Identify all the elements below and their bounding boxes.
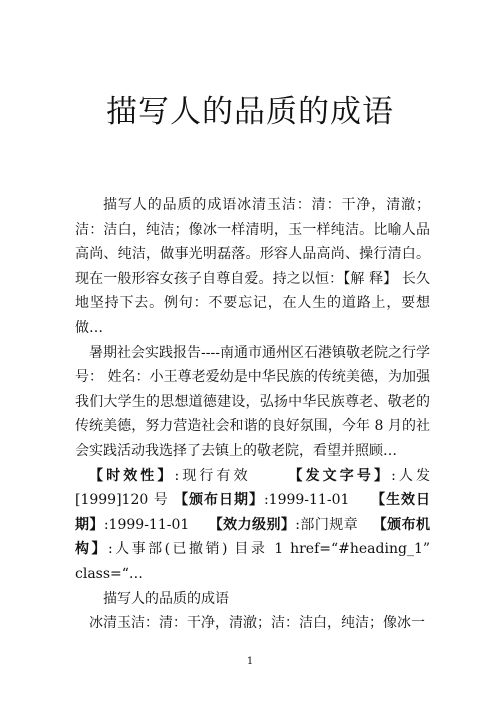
document-body — [75, 193, 430, 636]
validity-label: 【时效性】 — [89, 467, 175, 484]
page-title: 描写人的品质的成语 — [106, 94, 394, 130]
doc-number-value: :人发[1999]120 号 — [75, 467, 431, 509]
effective-date-value: :1999-11-01 — [103, 516, 190, 533]
issuer-label: 【颁布机构】 — [75, 516, 431, 558]
paragraph-idioms: 描写人的品质的成语冰清玉洁：清：干净，清澈；洁：洁白，纯洁；像冰一样清明，玉一样纯洁。比喻人品高尚、纯洁，做事光明磊落。形容人品高尚、操行清白。 现在一般形容女孩子自尊自爱。持之以恒：【解 释】 长久地坚持下去。例句：不要忘记，在人生的道路上，要想做… — [75, 197, 430, 336]
issue-date-label: 【颁布日期】 — [174, 492, 264, 509]
page-number: 1 — [246, 656, 254, 667]
regulation-metadata — [75, 464, 430, 587]
doc-number-label: 【发文字号】 — [288, 467, 392, 484]
effective-date-label: 【生效日期】 — [75, 492, 431, 533]
level-label: 【效力级别】 — [208, 516, 296, 533]
subheading: 描写人的品质的成语 — [103, 590, 229, 607]
paragraph-last-line: 冰清玉洁：清：干净，清澈；洁：洁白，纯洁；像冰一 — [89, 615, 425, 632]
issue-date-value: :1999-11-01 — [263, 492, 350, 509]
paragraph-practice-report: 暑期社会实践报告----南通市通州区石港镇敬老院之行学号： 姓名：小王尊老爱幼是中华民族的传统美德，为加强我们大学生的思想道德建设，弘扬中华民族尊老、敬老的传统美德，努力营造社会和谐的良好氛围，今年 8 月的社会实践活动我选择了去镇上的敬老院，看望并照顾… — [75, 344, 430, 459]
issuer-value: :人事部(已撤销) 目录 1 href=“#heading_1” class=“… — [75, 541, 431, 582]
validity-value: :现行有效 — [174, 467, 251, 484]
level-value: :部门规章 — [295, 516, 359, 533]
